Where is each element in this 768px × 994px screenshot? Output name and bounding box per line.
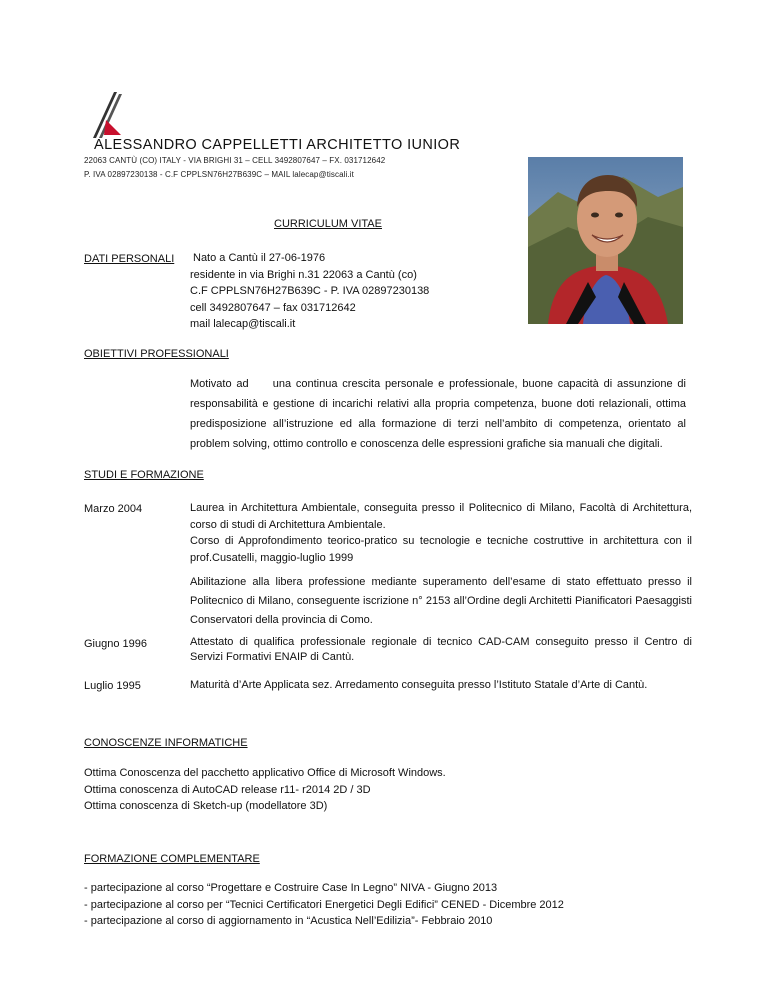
education-text: Attestato di qualifica professionale regionale di tecnico CAD-CAM conseguito presso il Centro di Servizi Formativi ENAIP di Cantù. xyxy=(190,636,692,663)
education-text: Laurea in Architettura Ambientale, conseguita presso il Politecnico di Milano, Facoltà di Architettura, corso di studi di Architettura Ambientale. xyxy=(190,502,692,531)
education-date: Luglio 1995 xyxy=(84,680,141,692)
personal-line: cell 3492807647 – fax 031712642 xyxy=(190,301,356,314)
it-skill-item: Ottima Conoscenza del pacchetto applicativo Office di Microsoft Windows. xyxy=(84,767,446,779)
objectives-heading: OBIETTIVI PROFESSIONALI xyxy=(84,348,229,360)
profile-photo xyxy=(528,157,683,324)
it-skills-heading: CONOSCENZE INFORMATICHE xyxy=(84,737,248,749)
personal-heading: DATI PERSONALI xyxy=(84,253,175,265)
education-heading: STUDI E FORMAZIONE xyxy=(84,469,204,481)
training-item: - partecipazione al corso “Progettare e Costruire Case In Legno” NIVA - Giugno 2013 xyxy=(84,882,498,894)
education-text: Corso di Approfondimento teorico-pratico su tecnologie e tecniche costruttive in architettura con il prof.Cusatelli, maggio-luglio 1999 xyxy=(190,535,692,564)
training-item: - partecipazione al corso per “Tecnici Certificatori Energetici Degli Edifici” CENED - Dicembre 2012 xyxy=(84,898,564,911)
it-skills-list xyxy=(84,765,446,815)
training-heading: FORMAZIONE COMPLEMENTARE xyxy=(84,853,260,865)
personal-line: residente in via Brighi n.31 22063 a Cantù (co) xyxy=(190,268,417,281)
cv-title: CURRICULUM VITAE xyxy=(274,218,382,230)
brand-address-line: 22063 CANTÙ (CO) ITALY - VIA BRIGHI 31 – CELL 3492807647 – FX. 031712642 xyxy=(84,156,386,165)
personal-details xyxy=(190,250,429,333)
training-item: - partecipazione al corso di aggiornamento in “Acustica Nell’Edilizia”- Febbraio 2010 xyxy=(84,915,493,927)
education-date: Giugno 1996 xyxy=(84,638,147,650)
it-skill-item: Ottima conoscenza di Sketch-up (modellatore 3D) xyxy=(84,800,328,812)
education-entry xyxy=(190,573,692,630)
it-skill-item: Ottima conoscenza di AutoCAD release r11- r2014 2D / 3D xyxy=(84,783,371,796)
personal-line: mail lalecap@tiscali.it xyxy=(190,318,296,330)
education-entry xyxy=(190,500,692,566)
personal-line: C.F CPPLSN76H27B639C - P. IVA 02897230138 xyxy=(190,285,430,297)
brand-name: ALESSANDRO CAPPELLETTI ARCHITETTO IUNIOR xyxy=(94,137,461,153)
education-text: Maturità d’Arte Applicata sez. Arredamento conseguita presso l’Istituto Statale d’Arte di Cantù. xyxy=(190,679,648,691)
training-list xyxy=(84,880,564,930)
objectives-text: Motivato ad una continua crescita personale e professionale, buone capacità di assunzione di responsabilità e gestione di incarichi relativi alla propria competenza, buone doti relazionali, ottima predisposizione all’istruzione ed alla formazione di terzi nell’ambito di competenza, orientato al problem solving, ottimo controllo e conoscenza delle espressioni grafiche sia manuali che digitali. xyxy=(190,378,690,450)
education-date: Marzo 2004 xyxy=(84,503,143,515)
brand-tax-line: P. IVA 02897230138 - C.F CPPLSN76H27B639C – MAIL lalecap@tiscali.it xyxy=(84,170,354,179)
education-text: Abilitazione alla libera professione mediante superamento dell’esame di stato effettuato presso il Politecnico di Milano, conseguente iscrizione n° 2153 all’Ordine degli Architetti Pianificatori Paesaggisti Conservatori della provincia di Como. xyxy=(190,576,692,626)
personal-line: Nato a Cantù il 27-06-1976 xyxy=(193,252,326,264)
logo-mark xyxy=(86,90,136,140)
